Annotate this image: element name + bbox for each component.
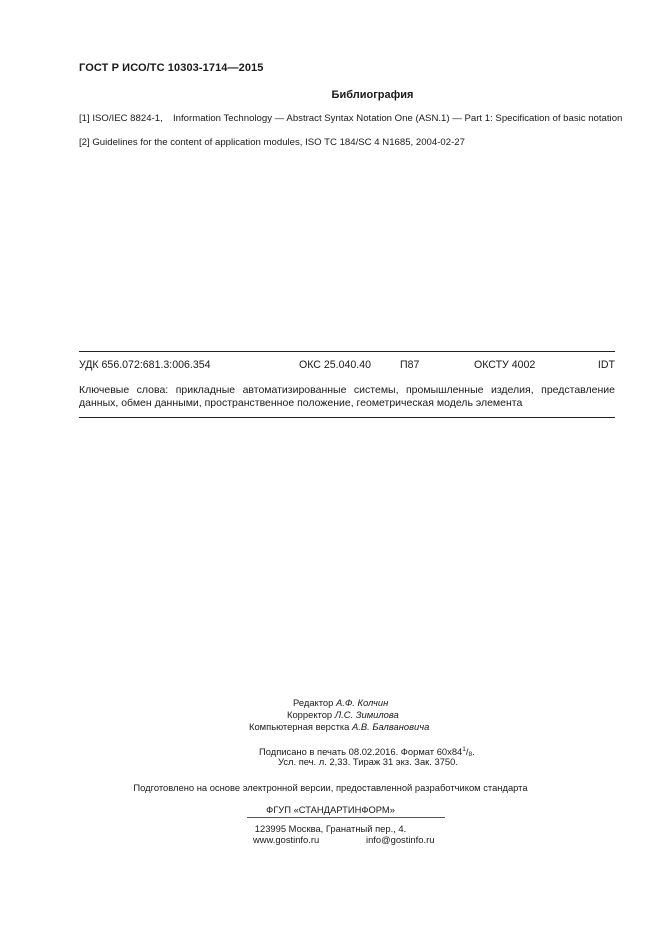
- publisher-name: ФГУП «СТАНДАРТИНФОРМ»: [266, 804, 395, 815]
- print-sheets-line: Усл. печ. л. 2,33. Тираж 31 экз. Зак. 3750.: [278, 756, 458, 767]
- corrector-line: [287, 709, 399, 721]
- format-fraction: $^1/_8$: [462, 746, 473, 758]
- top-divider: [79, 351, 615, 352]
- reference-2: [2] Guidelines for the content of application modules, ISO TC 184/SC 4 N1685, 2004-02-27: [79, 137, 465, 148]
- layout-name: А.В. Балвановича: [352, 721, 430, 732]
- idt-label: IDT: [597, 359, 615, 371]
- editor-label: Редактор: [293, 697, 334, 708]
- reference-1-text: Information Technology — Abstract Syntax Notation One (ASN.1) — Part 1: Specification of basic notation: [173, 113, 623, 124]
- format-numerator: 1: [462, 746, 466, 753]
- email-link[interactable]: info@gostinfo.ru: [366, 834, 435, 845]
- editor-name: А.Ф. Колчин: [335, 697, 389, 708]
- publisher-address: 123995 Москва, Гранатный пер., 4.: [254, 823, 407, 834]
- classification-row: [79, 359, 615, 373]
- okstu-code: ОКСТУ 4002: [474, 359, 536, 371]
- signed-text: Подписано в печать 08.02.2016. Формат 60х84: [259, 746, 463, 757]
- signed-line: Подписано в печать 08.02.2016. Формат $60х84^1/_8$.: [259, 746, 475, 758]
- reference-1-number: [1] ISO/IEC 8824-1,: [79, 113, 163, 124]
- keywords: Ключевые слова: прикладные автоматизированные системы, промышленные изделия, представление данных, обмен данными, пространственное положение, геометрическая модель элемента: [79, 384, 615, 409]
- corrector-label: Корректор: [287, 709, 333, 720]
- prepared-line: Подготовлено на основе электронной версии, предоставленной разработчиком стандарта: [133, 782, 528, 793]
- layout-label: Компьютерная верстка: [249, 721, 350, 732]
- group-code: П87: [400, 359, 420, 371]
- corrector-name: Л.С. Зимилова: [334, 709, 399, 720]
- editor-line: [293, 697, 388, 709]
- format-denominator: 8: [468, 751, 473, 758]
- website-link[interactable]: www.gostinfo.ru: [253, 834, 320, 845]
- standard-code: ГОСТ Р ИСО/ТС 10303-1714—2015: [79, 62, 264, 74]
- bottom-divider: [79, 417, 615, 418]
- udk-code: УДК 656.072:681.3:006.354: [79, 359, 211, 371]
- layout-line: [249, 721, 429, 733]
- bibliography-title: Библиография: [331, 89, 414, 101]
- oks-code: ОКС 25.040.40: [299, 359, 372, 371]
- publisher-divider: [247, 817, 445, 818]
